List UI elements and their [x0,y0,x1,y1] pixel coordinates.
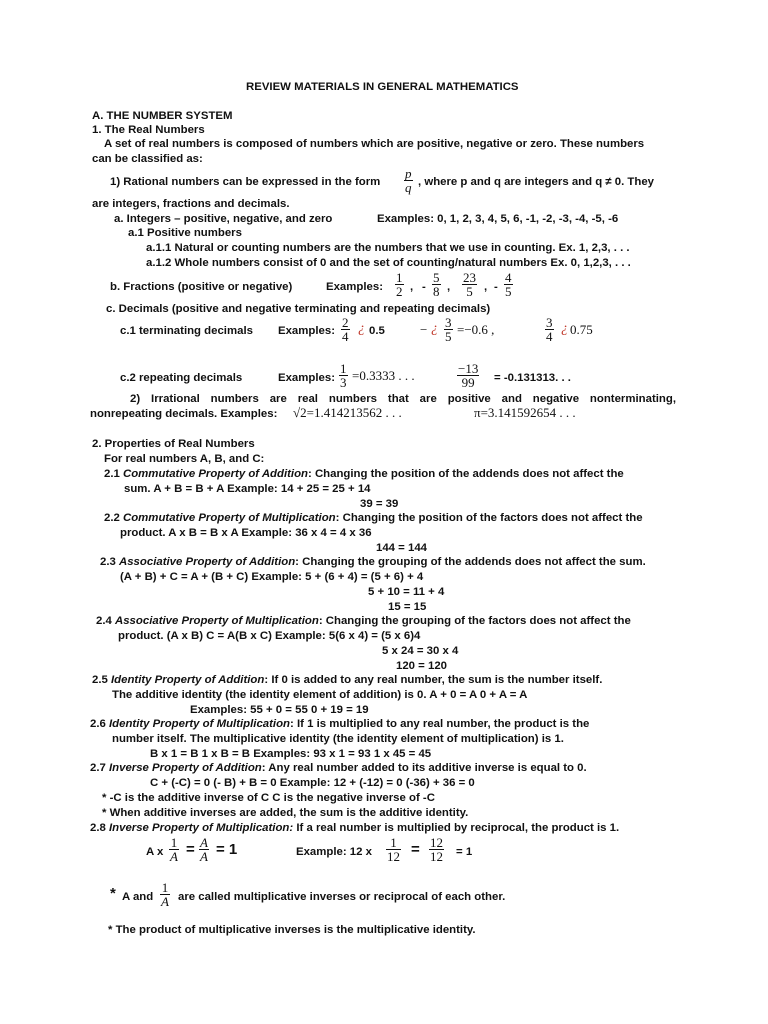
fraction-denominator: 12 [430,849,443,864]
positive-numbers-label: a.1 Positive numbers [128,227,242,239]
property-description: : If 0 is added to any real number, the sum is the number itself. [264,674,603,686]
fraction-numerator: 23 [463,270,476,285]
property-name: Inverse Property of Multiplication: [109,822,294,834]
fraction-1-3 [339,362,348,389]
property-description: : Changing the position of the addends does not affect the [308,468,624,480]
note-1-text-a: A and [122,891,154,903]
property-number: 2.8 [90,822,109,834]
fraction-numerator: 2 [342,315,349,330]
note-1-star: * [110,885,116,902]
fraction-denominator: A [170,849,178,864]
property-description: : Any real number added to its additive inverse is equal to 0. [261,762,587,774]
property-2-2-line-3: 144 = 144 [376,542,427,554]
unknown-char-2: ¿ [431,321,438,336]
intro-line-2: can be classified as: [92,153,203,165]
fraction-numerator: 12 [430,835,443,850]
fraction-2-4 [341,316,350,343]
fraction-numerator: 3 [445,315,452,330]
fraction-denominator: q [405,180,412,195]
pi-example: π=3.141592654 . . . [474,405,576,420]
irrational-line-1: 2) Irrational numbers are real numbers that are positive and negative nonterminating, [130,393,676,405]
repeating-value-2: = -0.131313. . . [494,372,571,384]
property-2-4-line-3: 5 x 24 = 30 x 4 [382,645,459,657]
terminating-value-3: 0.75 [570,322,593,337]
irrational-line-2: nonrepeating decimals. Examples: [90,408,278,420]
inverse-example-label: Example: 12 x [296,846,372,858]
property-number: 2.2 [104,512,123,524]
property-number: 2.3 [100,556,119,568]
fraction-numerator: A [200,835,208,850]
property-name: Identity Property of Multiplication [109,718,290,730]
sqrt2-example: √2=1.414213562 . . . [293,405,402,420]
whole-numbers-line: a.1.2 Whole numbers consist of 0 and the set of counting/natural numbers Ex. 0, 1,2,3, . . . [146,257,631,269]
property-2-6 [90,717,589,731]
fractions-examples-label: Examples: [326,281,383,293]
fraction-denominator: 5 [445,329,452,344]
property-name: Associative Property of Addition [119,556,296,568]
fraction-example [462,271,477,298]
fraction-numerator: 3 [546,315,553,330]
fraction-denominator: 4 [342,329,349,344]
repeating-examples-label: Examples: [278,372,335,384]
property-2-8 [90,821,619,835]
fraction-3-4 [545,316,554,343]
property-number: 2.7 [90,762,109,774]
property-2-3-line-3: 5 + 10 = 11 + 4 [368,586,445,598]
fraction-numerator: −13 [458,361,479,376]
section-heading-properties: 2. Properties of Real Numbers [92,438,255,450]
fraction-numerator: 1 [390,835,397,850]
fraction-example [395,271,404,298]
terminating-examples-label: Examples: [278,325,335,337]
fraction-separator: , [447,281,451,293]
property-description: : Changing the grouping of the addends does not affect the sum. [295,556,646,568]
fraction-denominator: A [161,894,169,909]
fractions-label: b. Fractions (positive or negative) [110,281,293,293]
fraction-denominator: 4 [546,329,553,344]
natural-numbers-line: a.1.1 Natural or counting numbers are the numbers that we use in counting. Ex. 1, 2,3, . . . [146,242,630,254]
fraction-1-over-a [169,836,179,863]
unknown-char-3: ¿ [561,321,568,336]
fraction-denominator: 99 [457,375,479,389]
property-2-5-line-2: The additive identity (the identity element of addition) is 0. A + 0 = A 0 + A = A [112,689,528,701]
rational-text-c: are integers, fractions and decimals. [92,198,290,210]
property-2-4-line-4: 120 = 120 [396,660,447,672]
fraction-numerator: p [405,166,412,181]
repeating-value-1: =0.3333 . . . [352,368,415,383]
equals-one-example: = 1 [456,846,473,858]
property-2-3 [100,555,646,569]
terminating-decimals-label: c.1 terminating decimals [120,325,253,337]
fraction-1-over-12 [386,836,401,863]
integers-label: a. Integers – positive, negative, and zero [114,213,333,225]
property-2-5 [92,673,602,687]
fraction-12-over-12 [429,836,444,863]
equals-one: = 1 [216,841,238,858]
terminating-value-1: 0.5 [369,325,385,337]
fraction-denominator: A [200,849,208,864]
section-heading-number-system: A. THE NUMBER SYSTEM [92,110,233,122]
subheading-real-numbers: 1. The Real Numbers [92,124,205,136]
fraction-a-over-a [199,836,209,863]
property-number: 2.5 [92,674,111,686]
minus-sign: − [420,322,428,337]
fraction-denominator: 5 [505,284,512,299]
property-description: If a real number is multiplied by reciprocal, the product is 1. [293,822,620,834]
property-2-7-line-3: * -C is the additive inverse of C C is the negative inverse of -C [102,792,435,804]
inverse-formula-ax: A x [146,846,164,858]
fraction-numerator: 4 [505,270,512,285]
rational-text-a: 1) Rational numbers can be expressed in the form [110,176,381,188]
fraction-separator: , [410,281,414,293]
property-2-2-line-2: product. A x B = B x A Example: 36 x 4 = 4 x 36 [120,527,372,539]
property-description: : Changing the position of the factors does not affect the [335,512,643,524]
property-name: Commutative Property of Multiplication [123,512,336,524]
property-name: Commutative Property of Addition [123,468,308,480]
fraction-minus-13-99 [457,362,479,389]
intro-line-1: A set of real numbers is composed of numbers which are positive, negative or zero. These numbers [104,138,645,150]
fraction-p-over-q [404,167,413,194]
property-2-6-line-2: number itself. The multiplicative identity (the identity element of multiplication) is 1. [112,733,564,745]
equals-sign-3: = [411,841,420,858]
property-number: 2.6 [90,718,109,730]
property-2-5-line-3: Examples: 55 + 0 = 55 0 + 19 = 19 [190,704,369,716]
fraction-denominator: 2 [396,284,403,299]
property-2-1 [104,467,624,481]
fraction-3-5 [444,316,453,343]
fraction-numerator: 1 [161,880,169,895]
terminating-value-2: =−0.6 , [457,322,495,337]
fraction-example [504,271,513,298]
note-1-text-b: are called multiplicative inverses or reciprocal of each other. [178,891,506,903]
property-2-1-line-2: sum. A + B = B + A Example: 14 + 25 = 25 + 14 [124,483,371,495]
property-2-6-line-3: B x 1 = B 1 x B = B Examples: 93 x 1 = 93 1 x 45 = 45 [150,748,432,760]
property-2-7-line-4: * When additive inverses are added, the sum is the additive identity. [102,807,469,819]
equals-sign-1: = [186,841,195,858]
property-2-4-line-2: product. (A x B) C = A(B x C) Example: 5(6 x 4) = (5 x 6)4 [118,630,421,642]
unknown-char-1: ¿ [358,321,365,336]
properties-intro: For real numbers A, B, and C: [104,453,265,465]
property-description: : If 1 is multiplied to any real number, the product is the [290,718,590,730]
decimals-label: c. Decimals (positive and negative terminating and repeating decimals) [106,303,491,315]
property-2-7 [90,761,587,775]
fraction-sign: - [422,281,426,293]
property-description: : Changing the grouping of the factors does not affect the [318,615,631,627]
fraction-denominator: 5 [462,284,477,298]
fraction-separator: , [484,281,488,293]
fraction-1-over-a-note [160,881,170,908]
integers-examples: Examples: 0, 1, 2, 3, 4, 5, 6, -1, -2, -3, -4, -5, -6 [377,213,619,225]
fraction-denominator: 12 [387,849,400,864]
document-title: REVIEW MATERIALS IN GENERAL MATHEMATICS [246,81,519,93]
property-name: Associative Property of Multiplication [115,615,319,627]
fraction-numerator: 1 [170,835,178,850]
property-2-4 [96,614,631,628]
fraction-numerator: 1 [396,270,403,285]
property-2-3-line-2: (A + B) + C = A + (B + C) Example: 5 + (6 + 4) = (5 + 6) + 4 [120,571,424,583]
property-number: 2.4 [96,615,115,627]
rational-text-b: , where p and q are integers and q ≠ 0. They [418,176,655,188]
repeating-decimals-label: c.2 repeating decimals [120,372,243,384]
fraction-denominator: 8 [433,284,440,299]
fraction-sign: - [494,281,498,293]
property-number: 2.1 [104,468,123,480]
property-2-2 [104,511,643,525]
fraction-example [432,271,441,298]
fraction-numerator: 5 [433,270,440,285]
property-name: Inverse Property of Addition [109,762,262,774]
fraction-numerator: 1 [340,361,347,376]
property-2-7-line-2: C + (-C) = 0 (- B) + B = 0 Example: 12 + (-12) = 0 (-36) + 36 = 0 [150,777,475,789]
property-2-3-line-4: 15 = 15 [388,601,427,613]
property-name: Identity Property of Addition [111,674,265,686]
note-2: * The product of multiplicative inverses is the multiplicative identity. [108,924,476,936]
fraction-denominator: 3 [340,375,347,390]
property-2-1-line-3: 39 = 39 [360,498,399,510]
